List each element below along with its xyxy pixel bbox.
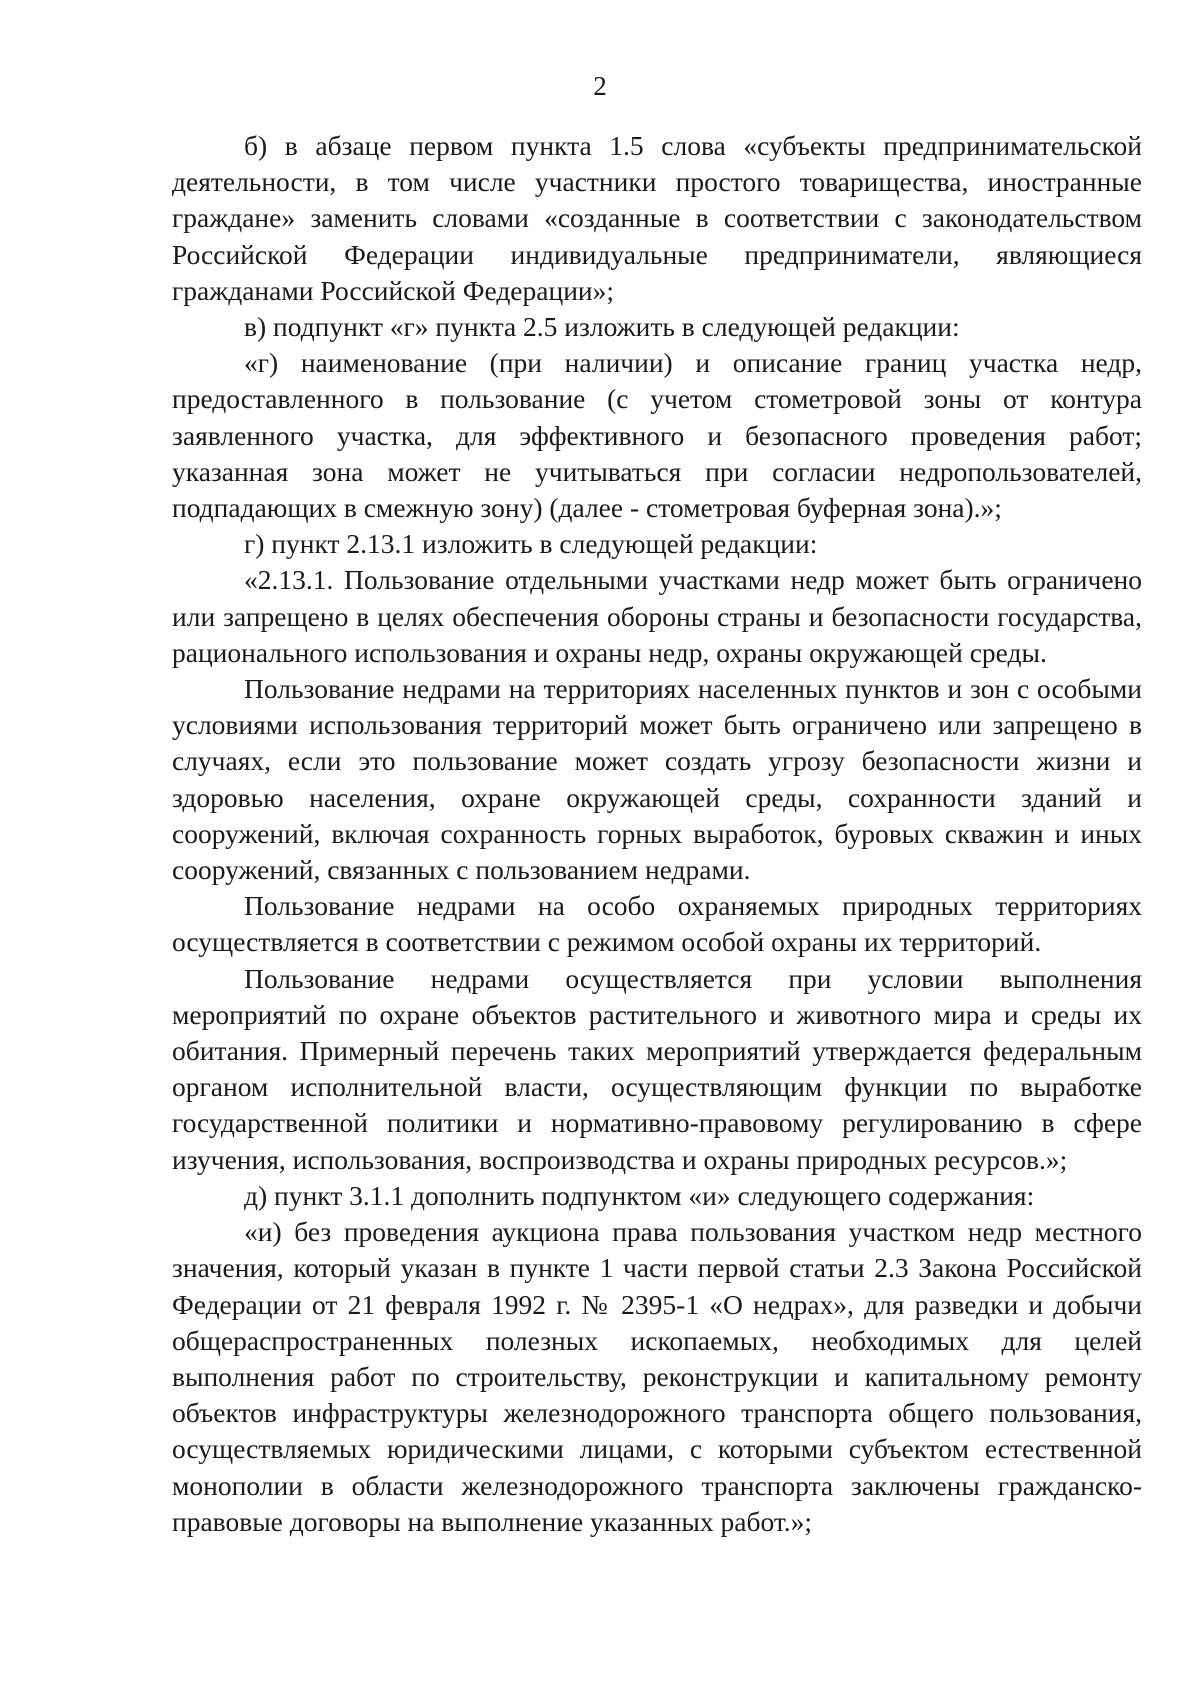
paragraph-g: г) пункт 2.13.1 изложить в следующей редакции: <box>244 528 818 560</box>
paragraph-v: в) подпункт «г» пункта 2.5 изложить в следующей редакции: <box>244 311 960 343</box>
paragraph-d: д) пункт 3.1.1 дополнить подпунктом «и» следующего содержания: <box>244 1179 1035 1211</box>
page-number: 2 <box>593 71 607 101</box>
document-body <box>172 128 1142 1540</box>
paragraph-flora-fauna: Пользование недрами осуществляется при условии выполнения мероприятий по охране объектов растительного и животного мира и среды их обитания. Примерный перечень таких мероприятий утверждается федеральным органом исполнительной власти, осуществляющим функции по выработке государственной политики и нормативно-правовому регулированию в сфере изучения, использования, воспроизводства и охраны природных ресурсов.»; <box>172 962 1142 1175</box>
paragraph-2-13-1: «2.13.1. Пользование отдельными участками недр может быть ограничено или запрещено в целях обеспечения обороны страны и безопасности государства, рационального использования и охраны недр, охраны окружающей среды. <box>172 564 1142 668</box>
paragraph-settlements: Пользование недрами на территориях населенных пунктов и зон с особыми условиями использования территорий может быть ограничено или запрещено в случаях, если это пользование может создать угрозу безопасности жизни и здоровью населения, охране окружающей среды, сохранности зданий и сооружений, включая сохранность горных выработок, буровых скважин и иных сооружений, связанных с пользованием недрами. <box>172 673 1142 886</box>
paragraph-v-text: «г) наименование (при наличии) и описание границ участка недр, предоставленного в пользование (с учетом стометровой зоны от контура заявленного участка, для эффективного и безопасного проведения работ; указанная зона может не учитываться при согласии недропользователей, подпадающих в смежную зону) (далее - стометровая буферная зона).»; <box>172 347 1142 524</box>
paragraph-i: «и) без проведения аукциона права пользования участком недр местного значения, который указан в пункте 1 части первой статьи 2.3 Закона Российской Федерации от 21 февраля 1992 г. № 2395-1 «О недрах», для разведки и добычи общераспространенных полезных ископаемых, необходимых для целей выполнения работ по строительству, реконструкции и капитальному ремонту объектов инфраструктуры железнодорожного транспорта общего пользования, осуществляемых юридическими лицами, с которыми субъектом естественной монополии в области железнодорожного транспорта заключены гражданско-правовые договоры на выполнение указанных работ.»; <box>172 1216 1142 1537</box>
paragraph-b: б) в абзаце первом пункта 1.5 слова «субъекты предпринимательской деятельности, в том числе участники простого товарищества, иностранные граждане» заменить словами «созданные в соответствии с законодательством Российской Федерации индивидуальные предприниматели, являющиеся гражданами Российской Федерации»; <box>172 130 1142 306</box>
paragraph-protected-areas: Пользование недрами на особо охраняемых природных территориях осуществляется в соответствии с режимом особой охраны их территорий. <box>172 890 1142 958</box>
